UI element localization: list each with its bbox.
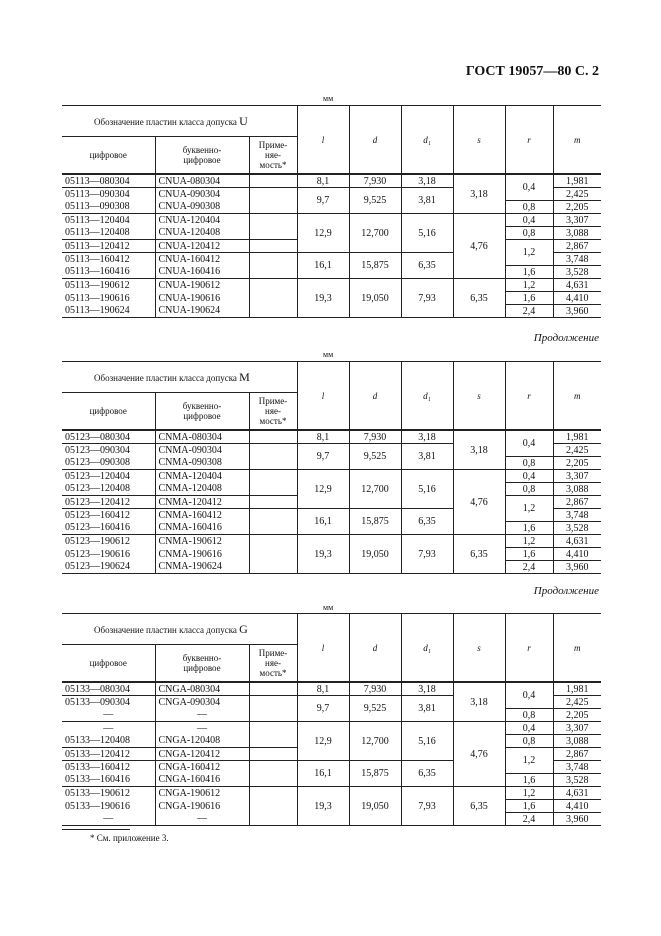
value-r: 1,2	[505, 787, 553, 800]
value-s: 4,76	[453, 722, 505, 787]
value-m: 2,425	[553, 188, 601, 201]
value-m: 3,088	[553, 227, 601, 240]
value-r: 1,2	[505, 240, 553, 266]
numeric-code: 05113—190612	[65, 279, 130, 291]
value-r: 1,6	[505, 548, 553, 561]
value-l: 16,1	[297, 509, 349, 535]
table-row	[62, 430, 601, 444]
value-d: 15,875	[349, 253, 401, 279]
applicability-cell	[249, 496, 297, 509]
value-r: 1,6	[505, 266, 553, 279]
table-row	[62, 535, 601, 548]
applicability-cell	[249, 266, 297, 279]
applicability-cell	[249, 305, 297, 318]
alphanumeric-code: CNMA-120404	[155, 470, 249, 483]
numeric-code: 05123—090304	[65, 444, 130, 456]
designation-header-text: Обозначение пластин класса допуска	[94, 624, 237, 635]
value-d1: 7,93	[401, 279, 453, 318]
value-d: 15,875	[349, 761, 401, 787]
value-l: 8,1	[297, 174, 349, 188]
applicability-cell	[249, 279, 297, 292]
numeric-code: 05123—190612	[65, 535, 130, 547]
value-d: 7,930	[349, 682, 401, 696]
designation-header	[62, 362, 297, 393]
alphanumeric-code: CNUA-160416	[155, 266, 249, 279]
value-m: 3,960	[553, 561, 601, 574]
value-m: 2,867	[553, 496, 601, 509]
alphanumeric-code: CNMA-160412	[155, 509, 249, 522]
alphanumeric-code: CNGA-190612	[155, 787, 249, 800]
value-d: 9,525	[349, 444, 401, 470]
alphanumeric-code: CNGA-120408	[155, 735, 249, 748]
column-header-m: m	[553, 106, 601, 175]
applicability-header: Приме- няе- мость*	[249, 393, 297, 431]
value-l: 16,1	[297, 761, 349, 787]
value-r: 1,2	[505, 279, 553, 292]
applicability-cell	[249, 188, 297, 201]
value-d: 19,050	[349, 787, 401, 826]
numeric-code: 05133—160412	[65, 761, 130, 773]
alphanumeric-code: CNUA-120408	[155, 227, 249, 240]
value-d1: 6,35	[401, 509, 453, 535]
value-d1: 7,93	[401, 535, 453, 574]
applicability-cell	[249, 774, 297, 787]
column-header-d: d	[349, 362, 401, 431]
numeric-code: 05133—120408	[62, 735, 155, 748]
value-l: 8,1	[297, 430, 349, 444]
spec-table-block	[62, 361, 601, 574]
value-r: 0,4	[505, 722, 553, 735]
numeric-code: 05123—190616	[65, 548, 130, 560]
applicability-cell	[249, 748, 297, 761]
numeric-code: 05113—120408	[62, 227, 155, 240]
numeric-code: 05113—190616	[65, 292, 130, 304]
spec-table-class-u	[62, 105, 601, 318]
page-header: ГОСТ 19057—80 С. 2	[465, 64, 599, 79]
applicability-header: Приме- няе- мость*	[249, 645, 297, 683]
numeric-header: цифровое	[62, 137, 155, 175]
value-d: 7,930	[349, 430, 401, 444]
alphanumeric-code: —	[155, 709, 249, 722]
value-l: 8,1	[297, 682, 349, 696]
alphanumeric-code: CNUA-190616	[155, 292, 249, 305]
value-m: 1,981	[553, 430, 601, 444]
value-m: 2,425	[553, 696, 601, 709]
value-r: 1,6	[505, 774, 553, 787]
alphanumeric-code: CNGA-080304	[155, 682, 249, 696]
numeric-code: 05123—190624	[62, 561, 155, 574]
column-header-l: l	[297, 362, 349, 431]
value-l: 19,3	[297, 535, 349, 574]
value-m: 2,425	[553, 444, 601, 457]
tolerance-class: U	[239, 113, 248, 128]
alphanumeric-code: CNMA-190616	[155, 548, 249, 561]
numeric-code: 05123—120412	[62, 496, 155, 509]
value-r: 2,4	[505, 561, 553, 574]
value-d1: 5,16	[401, 722, 453, 761]
unit-label: мм	[323, 603, 334, 612]
applicability-cell	[249, 292, 297, 305]
value-d: 12,700	[349, 470, 401, 509]
value-d1: 3,18	[401, 430, 453, 444]
applicability-cell	[249, 735, 297, 748]
numeric-code: —	[62, 813, 155, 826]
spec-table-class-m	[62, 361, 601, 574]
value-l: 9,7	[297, 188, 349, 214]
value-r: 0,8	[505, 709, 553, 722]
applicability-cell	[249, 444, 297, 457]
numeric-code: 05123—120404	[65, 470, 130, 482]
alphanumeric-code: CNMA-090308	[155, 457, 249, 470]
value-m: 3,307	[553, 722, 601, 735]
value-m: 3,528	[553, 266, 601, 279]
value-r: 0,4	[505, 682, 553, 709]
tolerance-class: G	[239, 621, 248, 636]
numeric-code: 05123—080304	[62, 430, 155, 444]
alphanumeric-code: CNUA-160412	[155, 253, 249, 266]
value-l: 12,9	[297, 470, 349, 509]
numeric-code: —	[103, 722, 114, 734]
value-s: 6,35	[453, 535, 505, 574]
table-row	[62, 174, 601, 188]
applicability-cell	[249, 682, 297, 696]
numeric-code: 05133—190616	[65, 800, 130, 812]
value-d: 19,050	[349, 279, 401, 318]
value-d1: 5,16	[401, 214, 453, 253]
alphanumeric-code: CNMA-080304	[155, 430, 249, 444]
value-m: 2,205	[553, 201, 601, 214]
value-m: 3,088	[553, 735, 601, 748]
applicability-cell	[249, 787, 297, 800]
column-header-m: m	[553, 614, 601, 683]
value-r: 0,8	[505, 457, 553, 470]
column-header-s: s	[453, 362, 505, 431]
applicability-cell	[249, 430, 297, 444]
numeric-code: 05113—120412	[62, 240, 155, 253]
applicability-cell	[249, 813, 297, 826]
alphanumeric-code: CNUA-120404	[155, 214, 249, 227]
applicability-header: Приме- няе- мость*	[249, 137, 297, 175]
numeric-header: цифровое	[62, 393, 155, 431]
numeric-code: —	[62, 709, 155, 722]
numeric-code: 05133—160416	[62, 774, 155, 787]
value-r: 0,8	[505, 201, 553, 214]
value-r: 0,4	[505, 430, 553, 457]
value-m: 3,748	[553, 509, 601, 522]
alphanumeric-code: CNMA-090304	[155, 444, 249, 457]
numeric-header: цифровое	[62, 645, 155, 683]
value-d1: 3,81	[401, 696, 453, 722]
value-m: 3,748	[553, 253, 601, 266]
value-d1: 3,18	[401, 682, 453, 696]
value-s: 6,35	[453, 787, 505, 826]
value-d1: 3,81	[401, 444, 453, 470]
applicability-cell	[249, 696, 297, 709]
table-row	[62, 279, 601, 292]
alphanumeric-code: CNGA-160416	[155, 774, 249, 787]
applicability-cell	[249, 522, 297, 535]
applicability-cell	[249, 470, 297, 483]
value-m: 3,960	[553, 813, 601, 826]
alphanumeric-code: —	[155, 813, 249, 826]
value-r: 1,6	[505, 522, 553, 535]
value-l: 9,7	[297, 696, 349, 722]
column-header-l: l	[297, 614, 349, 683]
alphanumeric-code: CNUA-090304	[155, 188, 249, 201]
value-r: 0,4	[505, 214, 553, 227]
alphanumeric-code: CNUA-090308	[155, 201, 249, 214]
applicability-cell	[249, 561, 297, 574]
value-m: 4,631	[553, 787, 601, 800]
numeric-code: 05123—160412	[65, 509, 130, 521]
footnote-divider	[62, 829, 130, 830]
value-m: 2,205	[553, 709, 601, 722]
tolerance-class: M	[239, 369, 250, 384]
column-header-d1: d₁	[401, 614, 453, 683]
numeric-code: 05113—160416	[62, 266, 155, 279]
applicability-cell	[249, 722, 297, 735]
value-r: 1,2	[505, 496, 553, 522]
applicability-cell	[249, 709, 297, 722]
alphanumeric-header: буквенно- цифровое	[155, 137, 249, 175]
value-m: 3,088	[553, 483, 601, 496]
table-row	[62, 787, 601, 800]
table-row	[62, 722, 601, 735]
value-l: 16,1	[297, 253, 349, 279]
alphanumeric-code: CNMA-160416	[155, 522, 249, 535]
value-m: 3,960	[553, 305, 601, 318]
value-r: 1,6	[505, 800, 553, 813]
value-m: 2,867	[553, 748, 601, 761]
column-header-s: s	[453, 106, 505, 175]
alphanumeric-code: CNGA-120412	[155, 748, 249, 761]
value-d1: 3,18	[401, 174, 453, 188]
value-s: 6,35	[453, 279, 505, 318]
value-m: 1,981	[553, 682, 601, 696]
numeric-code: 05123—090308	[62, 457, 155, 470]
designation-header-text: Обозначение пластин класса допуска	[94, 372, 237, 383]
alphanumeric-code: CNMA-120408	[155, 483, 249, 496]
numeric-code: 05113—120404	[65, 214, 130, 226]
numeric-code: 05133—120412	[62, 748, 155, 761]
alphanumeric-code: —	[155, 722, 249, 735]
value-s: 3,18	[453, 174, 505, 214]
value-m: 1,981	[553, 174, 601, 188]
alphanumeric-header: буквенно- цифровое	[155, 645, 249, 683]
value-r: 1,6	[505, 292, 553, 305]
unit-label: мм	[323, 350, 334, 359]
value-m: 4,631	[553, 535, 601, 548]
value-s: 3,18	[453, 682, 505, 722]
numeric-code: 05123—120408	[62, 483, 155, 496]
continuation-label: Продолжение	[533, 332, 599, 344]
column-header-r: r	[505, 614, 553, 683]
table-row	[62, 214, 601, 227]
value-l: 19,3	[297, 279, 349, 318]
spec-table-class-g	[62, 613, 601, 826]
table-row	[62, 470, 601, 483]
value-d: 7,930	[349, 174, 401, 188]
value-l: 9,7	[297, 444, 349, 470]
applicability-cell	[249, 457, 297, 470]
applicability-cell	[249, 800, 297, 813]
applicability-cell	[249, 535, 297, 548]
column-header-r: r	[505, 106, 553, 175]
value-l: 12,9	[297, 722, 349, 761]
value-s: 3,18	[453, 430, 505, 470]
unit-label: мм	[323, 94, 334, 103]
alphanumeric-header: буквенно- цифровое	[155, 393, 249, 431]
value-d: 9,525	[349, 696, 401, 722]
applicability-cell	[249, 253, 297, 266]
column-header-r: r	[505, 362, 553, 431]
alphanumeric-code: CNUA-190612	[155, 279, 249, 292]
value-r: 0,4	[505, 174, 553, 201]
value-m: 2,867	[553, 240, 601, 253]
value-r: 1,2	[505, 748, 553, 774]
numeric-code: 05133—190612	[65, 787, 130, 799]
column-header-l: l	[297, 106, 349, 175]
value-d1: 7,93	[401, 787, 453, 826]
numeric-code: 05113—190624	[62, 305, 155, 318]
continuation-label: Продолжение	[533, 585, 599, 597]
value-d: 9,525	[349, 188, 401, 214]
alphanumeric-code: CNGA-160412	[155, 761, 249, 774]
value-m: 3,307	[553, 470, 601, 483]
value-l: 12,9	[297, 214, 349, 253]
alphanumeric-code: CNMA-120412	[155, 496, 249, 509]
column-header-m: m	[553, 362, 601, 431]
column-header-s: s	[453, 614, 505, 683]
value-d: 12,700	[349, 214, 401, 253]
value-d: 15,875	[349, 509, 401, 535]
value-m: 3,307	[553, 214, 601, 227]
value-r: 2,4	[505, 813, 553, 826]
table-row	[62, 682, 601, 696]
designation-header	[62, 106, 297, 137]
alphanumeric-code: CNGA-190616	[155, 800, 249, 813]
spec-table-block	[62, 613, 601, 826]
footnote: * См. приложение 3.	[90, 833, 169, 843]
alphanumeric-code: CNUA-190624	[155, 305, 249, 318]
alphanumeric-code: CNUA-120412	[155, 240, 249, 253]
value-s: 4,76	[453, 470, 505, 535]
applicability-cell	[249, 214, 297, 227]
applicability-cell	[249, 509, 297, 522]
numeric-code: 05133—090304	[65, 696, 130, 708]
value-m: 2,205	[553, 457, 601, 470]
column-header-d: d	[349, 106, 401, 175]
value-d1: 6,35	[401, 253, 453, 279]
applicability-cell	[249, 240, 297, 253]
numeric-code: 05113—090304	[65, 188, 130, 200]
value-d: 12,700	[349, 722, 401, 761]
value-r: 0,4	[505, 470, 553, 483]
column-header-d1: d₁	[401, 106, 453, 175]
designation-header	[62, 614, 297, 645]
applicability-cell	[249, 548, 297, 561]
applicability-cell	[249, 201, 297, 214]
value-m: 3,748	[553, 761, 601, 774]
column-header-d: d	[349, 614, 401, 683]
value-d: 19,050	[349, 535, 401, 574]
value-s: 4,76	[453, 214, 505, 279]
value-d1: 5,16	[401, 470, 453, 509]
alphanumeric-code: CNUA-080304	[155, 174, 249, 188]
numeric-code: 05133—080304	[62, 682, 155, 696]
value-r: 2,4	[505, 305, 553, 318]
numeric-code: 05113—080304	[62, 174, 155, 188]
applicability-cell	[249, 227, 297, 240]
column-header-d1: d₁	[401, 362, 453, 431]
value-d1: 6,35	[401, 761, 453, 787]
value-l: 19,3	[297, 787, 349, 826]
designation-header-text: Обозначение пластин класса допуска	[94, 116, 237, 127]
value-m: 3,528	[553, 522, 601, 535]
value-m: 4,410	[553, 800, 601, 813]
spec-table-block	[62, 105, 601, 318]
numeric-code: 05113—160412	[65, 253, 130, 265]
applicability-cell	[249, 761, 297, 774]
value-m: 4,410	[553, 548, 601, 561]
value-r: 0,8	[505, 735, 553, 748]
value-d1: 3,81	[401, 188, 453, 214]
alphanumeric-code: CNMA-190624	[155, 561, 249, 574]
applicability-cell	[249, 174, 297, 188]
value-m: 3,528	[553, 774, 601, 787]
numeric-code: 05123—160416	[62, 522, 155, 535]
value-r: 0,8	[505, 483, 553, 496]
numeric-code: 05113—090308	[62, 201, 155, 214]
value-m: 4,410	[553, 292, 601, 305]
applicability-cell	[249, 483, 297, 496]
value-r: 1,2	[505, 535, 553, 548]
alphanumeric-code: CNGA-090304	[155, 696, 249, 709]
value-r: 0,8	[505, 227, 553, 240]
value-m: 4,631	[553, 279, 601, 292]
alphanumeric-code: CNMA-190612	[155, 535, 249, 548]
